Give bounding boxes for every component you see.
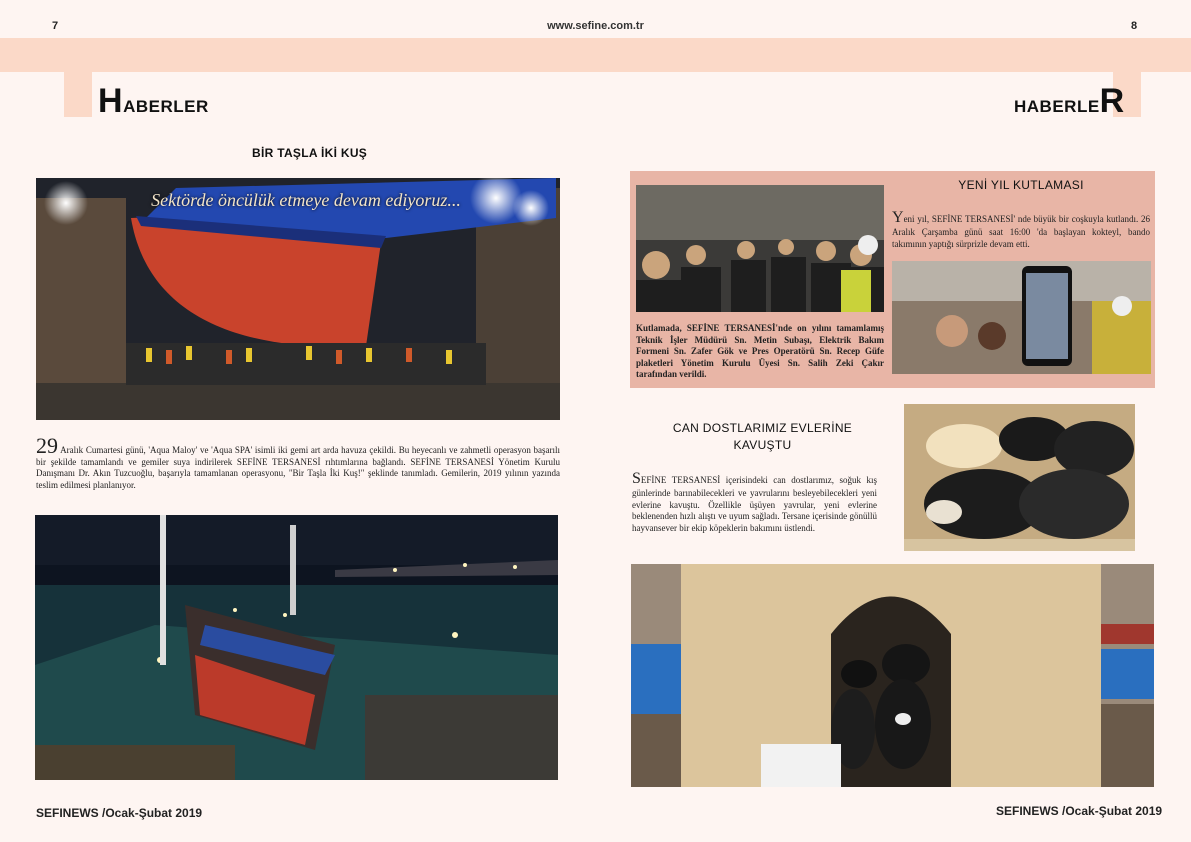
header-band — [0, 38, 1191, 72]
photo-celebration-crowd — [636, 185, 884, 312]
headline-bir-tasla: BİR TAŞLA İKİ KUŞ — [252, 146, 368, 160]
footer-issue: /Ocak-Şubat 2019 — [1058, 804, 1163, 818]
article-text: eni yıl, SEFİNE TERSANESİ' nde büyük bir coşkuyla kutlandı. 26 Aralık Çarşamba günü saat 16:00 'da başlayan kokteyl, bando takımının yaptığı sürprizle devam etti. — [892, 214, 1150, 249]
page-number-left: 7 — [52, 20, 59, 32]
footer-right — [996, 804, 1162, 818]
photo-phone-recording — [892, 261, 1151, 374]
footer-brand: SEFINEWS — [996, 804, 1059, 818]
article-text: EFİNE TERSANESİ içerisindeki can dostlarımız, soğuk kış günlerinde barınabilecekleri ve yavrularını besleyebilecekleri yeni evlerine kavuştu. Özellikle üşüyen yavrular, yeni evlerine beklenenden hızlı alıştı ve uyum sağladı. Tersane içerisinde gönüllü hayvansever bir ekip köpeklerin bakımını üstlendi. — [632, 475, 877, 533]
dropcap-s: S — [632, 470, 641, 487]
left-tab — [64, 72, 92, 117]
crowd-illustration — [636, 185, 884, 312]
footer-brand: SEFINEWS — [36, 806, 99, 820]
footer-issue: /Ocak-Şubat 2019 — [98, 806, 203, 820]
photo-puppies-sleeping — [904, 404, 1135, 551]
dog-house-illustration — [631, 564, 1154, 787]
headline-line-1: CAN DOSTLARIMIZ EVLERİNE — [672, 421, 853, 435]
celebration-caption: Kutlamada, SEFİNE TERSANESİ'nde on yılını tamamlamış Teknik İşler Müdürü Sn. Metin Subaşı, Elektrik Bakım Formeni Sn. Zafer Gök ve Pres Operatörü Sn. Recep Güfe plaketleri Yönetim Kurulu Üyesi Sn. Salih Zeki Çakır tarafından verildi. — [636, 323, 884, 379]
footer-left — [36, 806, 202, 820]
section-title-rest: ABERLER — [123, 97, 209, 116]
photo-dog-house — [631, 564, 1154, 787]
site-url[interactable]: www.sefine.com.tr — [547, 20, 644, 32]
photo-ship-drydock — [36, 178, 560, 420]
headline-yeni-yil: YENİ YIL KUTLAMASI — [958, 178, 1084, 192]
section-title-left — [98, 82, 209, 121]
dropcap-29: 29 — [36, 433, 58, 458]
ship-drydock-illustration — [36, 178, 560, 420]
headline-can-dostlar — [645, 420, 880, 454]
photo-night-shipyard — [35, 515, 558, 780]
page-number-right: 8 — [1131, 20, 1138, 32]
photo-caption-overlay: Sektörde öncülük etmeye devam ediyoruz... — [151, 190, 461, 210]
headline-line-2: KAVUŞTU — [733, 438, 792, 452]
phone-recording-illustration — [892, 261, 1151, 374]
section-title-initial: H — [98, 82, 124, 120]
article-body-yeni-yil — [892, 209, 1150, 250]
article-body-can-dostlar — [632, 470, 877, 534]
section-title-final: R — [1099, 82, 1125, 120]
puppies-illustration — [904, 404, 1135, 551]
dropcap-y: Y — [892, 209, 904, 226]
night-shipyard-illustration — [35, 515, 558, 780]
section-title-right — [1014, 82, 1125, 121]
article-text: Aralık Cumartesi günü, 'Aqua Maloy' ve 'Aqua SPA' isimli iki gemi art arda havuza çekildi. Bu heyecanlı ve zahmetli operasyon başarılı bir şekilde tamamlandı ve gemiler suya indirilerek SEFİNE TERSANESİ rıhtımlarına bağlandı. SEFİNE TERSANESİ Yönetim Kurulu Danışmanı Dr. Akın Tuzcuoğlu, başarıyla tamamlanan operasyonu, "Bir Taşla İki Kuş!" şeklinde tanımladı. Gemilerin, 2019 yılının yazında teslim edilmesi planlanıyor. — [36, 445, 560, 490]
section-title-rest: HABERLE — [1014, 97, 1100, 116]
article-body-bir-tasla — [36, 433, 560, 491]
